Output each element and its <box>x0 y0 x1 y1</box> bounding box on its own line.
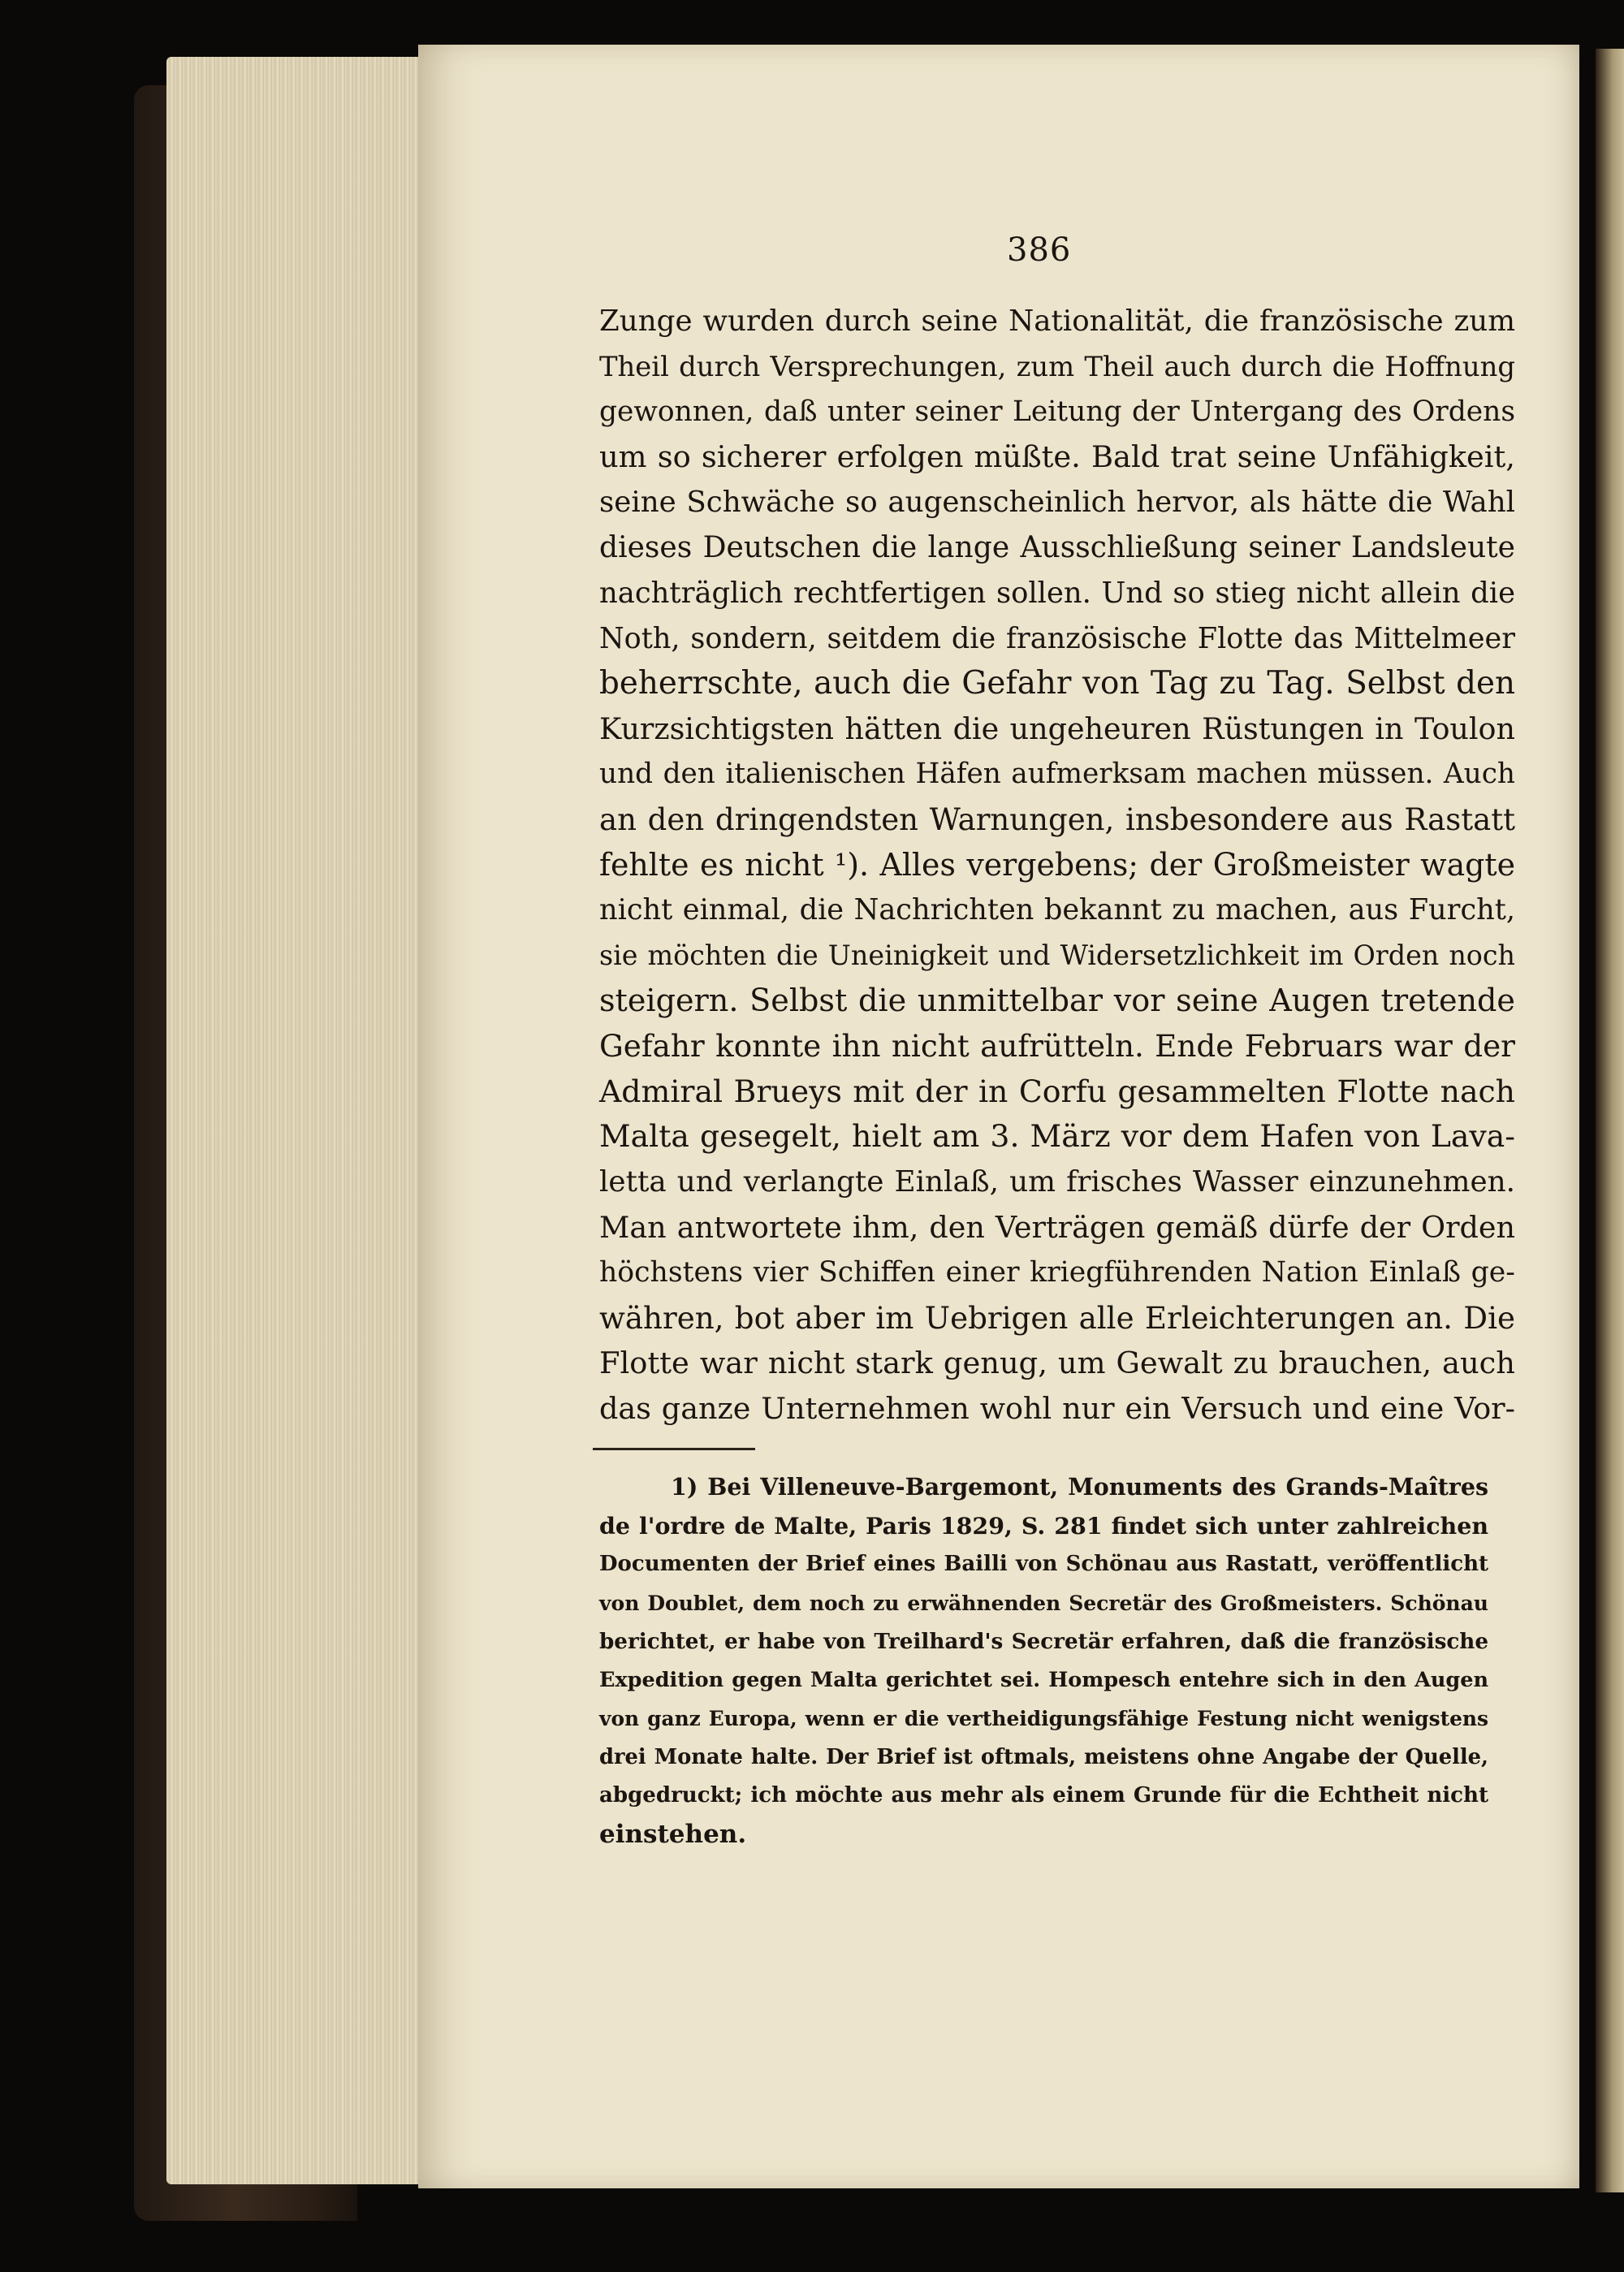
text-line: seine Schwäche so augenscheinlich hervor, als hätte die Wahl <box>599 486 1515 520</box>
text-line: an den dringendsten Warnungen, insbesondere aus Rastatt <box>599 801 1515 837</box>
text-line: steigern. Selbst die unmittelbar vor seine Augen tretende <box>599 982 1515 1018</box>
text-line: Admiral Brueys mit der in Corfu gesammelten Flotte nach <box>599 1073 1515 1109</box>
footnote-divider <box>593 1448 755 1450</box>
page-stack-edge <box>166 57 426 2184</box>
text-line: Noth, sondern, seitdem die französische Flotte das Mittelmeer <box>599 621 1515 655</box>
text-line: höchstens vier Schiffen einer kriegführenden Nation Einlaß ge- <box>599 1255 1515 1289</box>
text-line: fehlte es nicht ¹). Alles vergebens; der Großmeister wagte <box>599 846 1515 883</box>
page-number: 386 <box>1007 231 1072 269</box>
text-line: nicht einmal, die Nachrichten bekannt zu machen, aus Furcht, <box>599 893 1515 927</box>
footnote-line: drei Monate halte. Der Brief ist oftmals, meistens ohne Angabe der Quelle, <box>599 1744 1488 1769</box>
footnote-line: Expedition gegen Malta gerichtet sei. Hompesch entehre sich in den Augen <box>599 1667 1488 1692</box>
text-line: gewonnen, daß unter seiner Leitung der Untergang des Ordens <box>599 395 1515 428</box>
text-line: dieses Deutschen die lange Ausschließung seiner Landsleute <box>599 529 1515 564</box>
text-line: letta und verlangte Einlaß, um frisches Wasser einzunehmen. <box>599 1165 1515 1199</box>
main-text <box>599 299 1515 1432</box>
text-line: Man antwortete ihm, den Verträgen gemäß dürfe der Orden <box>599 1209 1515 1245</box>
footnote-line: berichtet, er habe von Treilhard's Secretär erfahren, daß die französische <box>599 1629 1488 1654</box>
text-line: Malta gesegelt, hielt am 3. März vor dem Hafen von Lava- <box>599 1118 1515 1155</box>
text-line: Theil durch Versprechungen, zum Theil auch durch die Hoffnung <box>599 350 1515 382</box>
footnote-line: von ganz Europa, wenn er die vertheidigungsfähige Festung nicht wenigstens <box>599 1707 1488 1730</box>
footnote-line: 1) Bei Villeneuve-Bargemont, Monuments des Grands-Maîtres <box>671 1473 1488 1501</box>
text-line: Zunge wurden durch seine Nationalität, die französische zum <box>599 305 1515 338</box>
text-line: das ganze Unternehmen wohl nur ein Versuch und eine Vor- <box>599 1391 1515 1427</box>
text-line: nachträglich rechtfertigen sollen. Und so stieg nicht allein die <box>599 576 1515 610</box>
text-line: währen, bot aber im Uebrigen alle Erleichterungen an. Die <box>599 1299 1515 1336</box>
text-line: Flotte war nicht stark genug, um Gewalt zu brauchen, auch <box>599 1345 1515 1381</box>
footnote-line: de l'ordre de Malte, Paris 1829, S. 281 findet sich unter zahlreichen <box>599 1511 1488 1540</box>
text-line: Kurzsichtigsten hätten die ungeheuren Rüstungen in Toulon <box>599 711 1515 747</box>
text-line: sie möchten die Uneinigkeit und Widersetzlichkeit im Orden noch <box>599 939 1515 972</box>
text-line: um so sicherer erfolgen müßte. Bald trat seine Unfähigkeit, <box>599 439 1515 475</box>
text-line: beherrschte, auch die Gefahr von Tag zu Tag. Selbst den <box>599 665 1515 702</box>
text-line: und den italienischen Häfen aufmerksam machen müssen. Auch <box>599 757 1515 790</box>
footnote-line: Documenten der Brief eines Bailli von Schönau aus Rastatt, veröffentlicht <box>599 1552 1488 1576</box>
footnote-line: von Doublet, dem noch zu erwähnenden Secretär des Großmeisters. Schönau <box>599 1591 1488 1615</box>
facing-page-edge <box>1596 49 1624 2192</box>
footnote <box>599 1468 1488 1854</box>
footnote-line: einstehen. <box>599 1819 747 1849</box>
text-line: Gefahr konnte ihn nicht aufrütteln. Ende Februars war der <box>599 1027 1515 1064</box>
footnote-line: abgedruckt; ich möchte aus mehr als einem Grunde für die Echtheit nicht <box>599 1783 1488 1808</box>
